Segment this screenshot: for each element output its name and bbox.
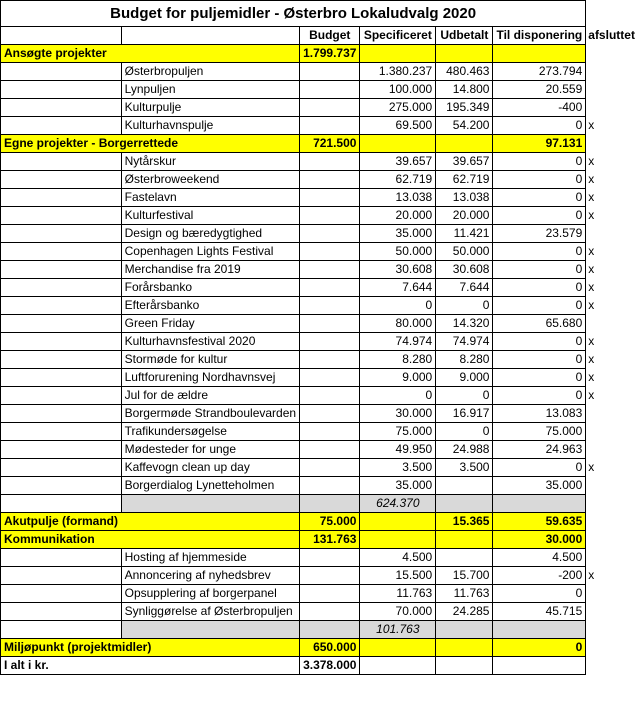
table-row bbox=[1, 297, 643, 315]
til-disponering-cell: 0 bbox=[493, 261, 586, 279]
project-name: Kulturfestival bbox=[121, 207, 299, 225]
category-label: I alt i kr. bbox=[1, 657, 300, 675]
til-disponering-cell: 0 bbox=[493, 207, 586, 225]
udbetalt-cell: 0 bbox=[436, 423, 493, 441]
budget-cell bbox=[300, 153, 360, 171]
udbetalt-cell bbox=[436, 657, 493, 675]
udbetalt-cell: 15.365 bbox=[436, 513, 493, 531]
til-disponering-cell: 24.963 bbox=[493, 441, 586, 459]
afsluttet-mark bbox=[586, 603, 643, 621]
afsluttet-mark: x bbox=[588, 298, 595, 312]
specificeret-cell: 4.500 bbox=[360, 549, 436, 567]
budget-cell bbox=[300, 603, 360, 621]
budget-cell bbox=[300, 441, 360, 459]
project-name: Design og bæredygtighed bbox=[121, 225, 299, 243]
project-name: Borgerdialog Lynetteholmen bbox=[121, 477, 299, 495]
udbetalt-cell: 0 bbox=[436, 387, 493, 405]
udbetalt-cell: 11.421 bbox=[436, 225, 493, 243]
afsluttet-mark bbox=[586, 585, 643, 603]
afsluttet-mark bbox=[586, 477, 643, 495]
project-name: Lynpuljen bbox=[121, 81, 299, 99]
afsluttet-mark bbox=[586, 81, 643, 99]
til-disponering-cell: 65.680 bbox=[493, 315, 586, 333]
specificeret-cell: 0 bbox=[360, 297, 436, 315]
table-row bbox=[1, 621, 643, 639]
udbetalt-cell: 39.657 bbox=[436, 153, 493, 171]
table-row bbox=[1, 207, 643, 225]
budget-cell bbox=[300, 207, 360, 225]
til-disponering-cell bbox=[493, 495, 586, 513]
budget-cell bbox=[300, 243, 360, 261]
afsluttet-mark: x bbox=[588, 334, 595, 348]
table-row bbox=[1, 513, 643, 531]
udbetalt-cell: 16.917 bbox=[436, 405, 493, 423]
specificeret-cell: 9.000 bbox=[360, 369, 436, 387]
afsluttet-mark: x bbox=[588, 190, 595, 204]
udbetalt-cell: 7.644 bbox=[436, 279, 493, 297]
specificeret-cell: 49.950 bbox=[360, 441, 436, 459]
afsluttet-mark bbox=[586, 513, 643, 531]
specificeret-cell: 3.500 bbox=[360, 459, 436, 477]
specificeret-cell: 69.500 bbox=[360, 117, 436, 135]
budget-cell: 721.500 bbox=[300, 135, 360, 153]
project-name: Synliggørelse af Østerbropuljen bbox=[121, 603, 299, 621]
til-disponering-cell: 0 bbox=[493, 117, 586, 135]
project-name: Fastelavn bbox=[121, 189, 299, 207]
table-row bbox=[1, 531, 643, 549]
budget-cell bbox=[300, 459, 360, 477]
afsluttet-mark bbox=[586, 99, 643, 117]
project-name: Forårsbanko bbox=[121, 279, 299, 297]
specificeret-cell: 70.000 bbox=[360, 603, 436, 621]
budget-cell bbox=[300, 63, 360, 81]
specificeret-cell: 0 bbox=[360, 387, 436, 405]
til-disponering-cell: -200 bbox=[493, 567, 586, 585]
table-row bbox=[1, 477, 643, 495]
afsluttet-mark bbox=[586, 63, 643, 81]
subtotal-label bbox=[121, 621, 299, 639]
afsluttet-mark: x bbox=[588, 388, 595, 402]
table-row bbox=[1, 441, 643, 459]
budget-cell bbox=[300, 405, 360, 423]
specificeret-cell: 75.000 bbox=[360, 423, 436, 441]
afsluttet-mark bbox=[586, 225, 643, 243]
til-disponering-cell: 45.715 bbox=[493, 603, 586, 621]
table-row bbox=[1, 225, 643, 243]
specificeret-cell: 8.280 bbox=[360, 351, 436, 369]
udbetalt-cell: 14.800 bbox=[436, 81, 493, 99]
til-disponering-cell: 0 bbox=[493, 171, 586, 189]
udbetalt-cell: 8.280 bbox=[436, 351, 493, 369]
project-name: Annoncering af nyhedsbrev bbox=[121, 567, 299, 585]
til-disponering-cell: 59.635 bbox=[493, 513, 586, 531]
til-disponering-cell: 0 bbox=[493, 297, 586, 315]
budget-cell bbox=[300, 495, 360, 513]
specificeret-cell bbox=[360, 45, 436, 63]
specificeret-cell: 30.608 bbox=[360, 261, 436, 279]
budget-cell bbox=[300, 117, 360, 135]
budget-cell bbox=[300, 81, 360, 99]
category-label: Egne projekter - Borgerrettede bbox=[1, 135, 300, 153]
udbetalt-cell: 30.608 bbox=[436, 261, 493, 279]
specificeret-cell: 275.000 bbox=[360, 99, 436, 117]
header-budget: Budget bbox=[300, 27, 360, 45]
afsluttet-mark: x bbox=[588, 352, 595, 366]
specificeret-cell: 39.657 bbox=[360, 153, 436, 171]
udbetalt-cell: 24.988 bbox=[436, 441, 493, 459]
project-name: Jul for de ældre bbox=[121, 387, 299, 405]
table-row bbox=[1, 585, 643, 603]
afsluttet-mark: x bbox=[588, 262, 595, 276]
table-row bbox=[1, 657, 643, 675]
udbetalt-cell: 62.719 bbox=[436, 171, 493, 189]
til-disponering-cell: 0 bbox=[493, 639, 586, 657]
project-name: Østerbropuljen bbox=[121, 63, 299, 81]
table-row bbox=[1, 81, 643, 99]
specificeret-cell bbox=[360, 531, 436, 549]
udbetalt-cell: 480.463 bbox=[436, 63, 493, 81]
table-row bbox=[1, 243, 643, 261]
project-name: Green Friday bbox=[121, 315, 299, 333]
til-disponering-cell: 13.083 bbox=[493, 405, 586, 423]
til-disponering-cell: 0 bbox=[493, 153, 586, 171]
afsluttet-mark bbox=[586, 135, 643, 153]
table-row bbox=[1, 117, 643, 135]
table-row bbox=[1, 549, 643, 567]
budget-cell: 650.000 bbox=[300, 639, 360, 657]
til-disponering-cell: 97.131 bbox=[493, 135, 586, 153]
udbetalt-cell: 13.038 bbox=[436, 189, 493, 207]
afsluttet-mark: x bbox=[588, 460, 595, 474]
afsluttet-mark: x bbox=[588, 370, 595, 384]
specificeret-cell: 15.500 bbox=[360, 567, 436, 585]
project-name: Merchandise fra 2019 bbox=[121, 261, 299, 279]
budget-cell bbox=[300, 585, 360, 603]
udbetalt-cell: 50.000 bbox=[436, 243, 493, 261]
budget-cell bbox=[300, 315, 360, 333]
specificeret-cell: 50.000 bbox=[360, 243, 436, 261]
udbetalt-cell: 195.349 bbox=[436, 99, 493, 117]
udbetalt-cell bbox=[436, 531, 493, 549]
til-disponering-cell bbox=[493, 45, 586, 63]
udbetalt-cell: 0 bbox=[436, 297, 493, 315]
afsluttet-mark bbox=[586, 549, 643, 567]
specificeret-cell: 80.000 bbox=[360, 315, 436, 333]
specificeret-cell: 35.000 bbox=[360, 477, 436, 495]
budget-cell bbox=[300, 189, 360, 207]
afsluttet-mark: x bbox=[588, 118, 595, 132]
afsluttet-mark bbox=[586, 531, 643, 549]
budget-cell bbox=[300, 297, 360, 315]
afsluttet-mark bbox=[586, 495, 643, 513]
project-name: Kulturhavnspulje bbox=[121, 117, 299, 135]
project-name: Opsupplering af borgerpanel bbox=[121, 585, 299, 603]
table-row bbox=[1, 423, 643, 441]
udbetalt-cell: 14.320 bbox=[436, 315, 493, 333]
afsluttet-mark: x bbox=[588, 154, 595, 168]
afsluttet-mark bbox=[586, 621, 643, 639]
udbetalt-cell bbox=[436, 45, 493, 63]
til-disponering-cell: 23.579 bbox=[493, 225, 586, 243]
specificeret-cell: 13.038 bbox=[360, 189, 436, 207]
til-disponering-cell: 4.500 bbox=[493, 549, 586, 567]
specificeret-cell: 100.000 bbox=[360, 81, 436, 99]
header-afsluttet: afsluttet bbox=[588, 28, 635, 42]
table-row bbox=[1, 351, 643, 369]
specificeret-cell: 1.380.237 bbox=[360, 63, 436, 81]
afsluttet-mark: x bbox=[588, 172, 595, 186]
til-disponering-cell: 0 bbox=[493, 189, 586, 207]
project-name: Mødesteder for unge bbox=[121, 441, 299, 459]
specificeret-cell bbox=[360, 513, 436, 531]
specificeret-cell bbox=[360, 639, 436, 657]
udbetalt-cell: 3.500 bbox=[436, 459, 493, 477]
afsluttet-mark bbox=[586, 657, 643, 675]
table-row bbox=[1, 495, 643, 513]
budget-cell bbox=[300, 225, 360, 243]
sheet-title: Budget for puljemidler - Østerbro Lokaludvalg 2020 bbox=[1, 1, 586, 27]
til-disponering-cell: 75.000 bbox=[493, 423, 586, 441]
project-name: Luftforurening Nordhavnsvej bbox=[121, 369, 299, 387]
afsluttet-mark bbox=[586, 441, 643, 459]
header-til-disponering: Til disponering bbox=[493, 27, 586, 45]
table-row bbox=[1, 189, 643, 207]
header-specificeret: Specificeret bbox=[360, 27, 436, 45]
til-disponering-cell bbox=[493, 657, 586, 675]
udbetalt-cell bbox=[436, 549, 493, 567]
udbetalt-cell bbox=[436, 639, 493, 657]
til-disponering-cell: 0 bbox=[493, 387, 586, 405]
table-row bbox=[1, 63, 643, 81]
udbetalt-cell: 20.000 bbox=[436, 207, 493, 225]
til-disponering-cell: 0 bbox=[493, 333, 586, 351]
specificeret-cell bbox=[360, 657, 436, 675]
table-row bbox=[1, 369, 643, 387]
category-label: Miljøpunkt (projektmidler) bbox=[1, 639, 300, 657]
table-row bbox=[1, 333, 643, 351]
table-row bbox=[1, 135, 643, 153]
afsluttet-mark bbox=[586, 45, 643, 63]
budget-cell bbox=[300, 351, 360, 369]
budget-cell: 1.799.737 bbox=[300, 45, 360, 63]
category-label: Kommunikation bbox=[1, 531, 300, 549]
afsluttet-mark bbox=[586, 423, 643, 441]
udbetalt-cell: 9.000 bbox=[436, 369, 493, 387]
specificeret-cell: 11.763 bbox=[360, 585, 436, 603]
header-udbetalt: Udbetalt bbox=[436, 27, 493, 45]
udbetalt-cell bbox=[436, 477, 493, 495]
header-row bbox=[1, 27, 643, 45]
table-row bbox=[1, 567, 643, 585]
project-name: Efterårsbanko bbox=[121, 297, 299, 315]
budget-cell bbox=[300, 549, 360, 567]
table-row bbox=[1, 279, 643, 297]
budget-cell bbox=[300, 477, 360, 495]
budget-cell: 3.378.000 bbox=[300, 657, 360, 675]
til-disponering-cell: 20.559 bbox=[493, 81, 586, 99]
table-row bbox=[1, 459, 643, 477]
afsluttet-mark bbox=[586, 405, 643, 423]
til-disponering-cell: 0 bbox=[493, 369, 586, 387]
budget-cell bbox=[300, 621, 360, 639]
udbetalt-cell: 54.200 bbox=[436, 117, 493, 135]
project-name: Stormøde for kultur bbox=[121, 351, 299, 369]
budget-cell bbox=[300, 99, 360, 117]
budget-cell bbox=[300, 261, 360, 279]
budget-cell bbox=[300, 567, 360, 585]
project-name: Østerbroweekend bbox=[121, 171, 299, 189]
til-disponering-cell: 35.000 bbox=[493, 477, 586, 495]
project-name: Trafikundersøgelse bbox=[121, 423, 299, 441]
specificeret-cell bbox=[360, 135, 436, 153]
udbetalt-cell: 24.285 bbox=[436, 603, 493, 621]
specificeret-cell: 35.000 bbox=[360, 225, 436, 243]
specificeret-cell: 30.000 bbox=[360, 405, 436, 423]
project-name: Hosting af hjemmeside bbox=[121, 549, 299, 567]
budget-cell bbox=[300, 279, 360, 297]
til-disponering-cell: 0 bbox=[493, 351, 586, 369]
udbetalt-cell bbox=[436, 621, 493, 639]
til-disponering-cell: -400 bbox=[493, 99, 586, 117]
project-name: Borgermøde Strandboulevarden bbox=[121, 405, 299, 423]
til-disponering-cell: 273.794 bbox=[493, 63, 586, 81]
budget-cell bbox=[300, 171, 360, 189]
udbetalt-cell: 74.974 bbox=[436, 333, 493, 351]
table-row bbox=[1, 315, 643, 333]
til-disponering-cell bbox=[493, 621, 586, 639]
udbetalt-cell bbox=[436, 135, 493, 153]
budget-cell bbox=[300, 369, 360, 387]
table-row bbox=[1, 261, 643, 279]
udbetalt-cell: 11.763 bbox=[436, 585, 493, 603]
table-row bbox=[1, 99, 643, 117]
til-disponering-cell: 0 bbox=[493, 459, 586, 477]
specificeret-cell: 7.644 bbox=[360, 279, 436, 297]
table-row bbox=[1, 387, 643, 405]
budget-cell: 131.763 bbox=[300, 531, 360, 549]
subtotal-value: 624.370 bbox=[360, 495, 436, 513]
afsluttet-mark bbox=[586, 315, 643, 333]
project-name: Kaffevogn clean up day bbox=[121, 459, 299, 477]
project-name: Copenhagen Lights Festival bbox=[121, 243, 299, 261]
udbetalt-cell: 15.700 bbox=[436, 567, 493, 585]
specificeret-cell: 62.719 bbox=[360, 171, 436, 189]
specificeret-cell: 74.974 bbox=[360, 333, 436, 351]
budget-cell: 75.000 bbox=[300, 513, 360, 531]
budget-cell bbox=[300, 387, 360, 405]
table-row bbox=[1, 639, 643, 657]
afsluttet-mark: x bbox=[588, 208, 595, 222]
project-name: Kulturhavnsfestival 2020 bbox=[121, 333, 299, 351]
category-label: Akutpulje (formand) bbox=[1, 513, 300, 531]
subtotal-label bbox=[121, 495, 299, 513]
budget-cell bbox=[300, 333, 360, 351]
afsluttet-mark: x bbox=[588, 244, 595, 258]
table-row bbox=[1, 171, 643, 189]
table-row bbox=[1, 405, 643, 423]
udbetalt-cell bbox=[436, 495, 493, 513]
til-disponering-cell: 0 bbox=[493, 279, 586, 297]
table-row bbox=[1, 603, 643, 621]
afsluttet-mark bbox=[586, 639, 643, 657]
specificeret-cell: 20.000 bbox=[360, 207, 436, 225]
category-label: Ansøgte projekter bbox=[1, 45, 300, 63]
afsluttet-mark: x bbox=[588, 280, 595, 294]
til-disponering-cell: 30.000 bbox=[493, 531, 586, 549]
table-row bbox=[1, 45, 643, 63]
project-name: Nytårskur bbox=[121, 153, 299, 171]
table-row bbox=[1, 153, 643, 171]
til-disponering-cell: 0 bbox=[493, 585, 586, 603]
til-disponering-cell: 0 bbox=[493, 243, 586, 261]
afsluttet-mark: x bbox=[588, 568, 595, 582]
budget-cell bbox=[300, 423, 360, 441]
project-name: Kulturpulje bbox=[121, 99, 299, 117]
subtotal-value: 101.763 bbox=[360, 621, 436, 639]
